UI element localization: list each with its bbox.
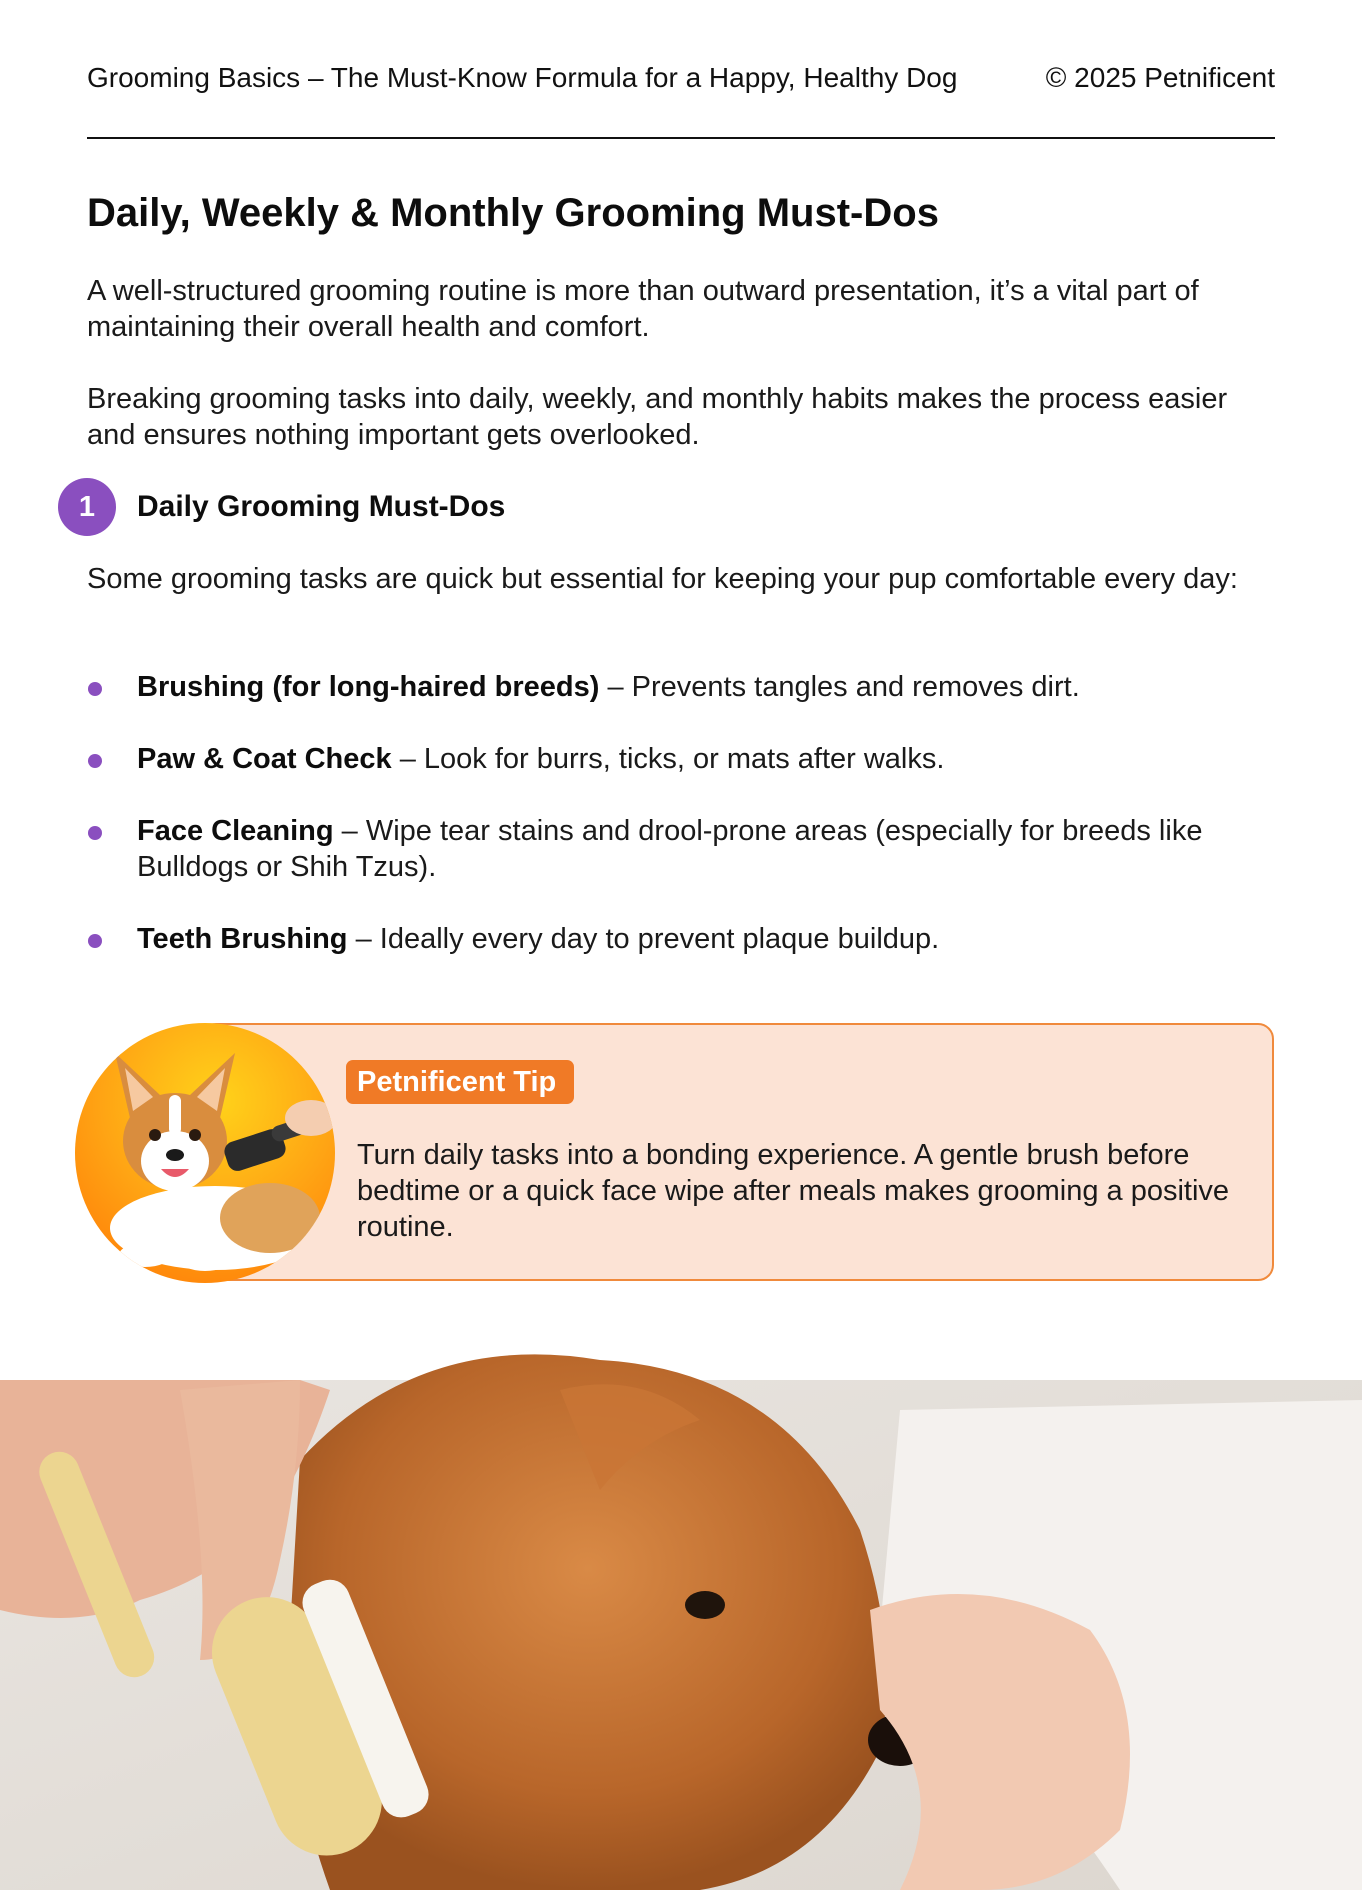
list-item	[87, 669, 1277, 705]
dog-brushing-photo-icon	[0, 1330, 1362, 1890]
section-lead: Some grooming tasks are quick but essential for keeping your pup comfortable every day:	[87, 563, 1238, 595]
intro-paragraph: Breaking grooming tasks into daily, weekly, and monthly habits makes the process easier and ensures nothing important gets overlooked.	[87, 383, 1228, 451]
footer-photo	[0, 1330, 1362, 1890]
header-divider	[87, 137, 1275, 139]
list-item	[87, 813, 1277, 885]
header-copyright: © 2025 Petnificent	[1045, 62, 1275, 93]
intro-paragraph: A well-structured grooming routine is more than outward presentation, it’s a vital part of maintaining their overall health and comfort.	[87, 275, 1199, 343]
list-item	[87, 741, 1277, 777]
section-title: Daily Grooming Must-Dos	[137, 490, 506, 523]
bullet-dot-icon	[88, 682, 102, 696]
list-item-description: – Wipe tear stains and drool-prone areas (especially for breeds like Bulldogs or Shih Tzus).	[137, 815, 1203, 883]
page-title: Daily, Weekly & Monthly Grooming Must-Dos	[87, 191, 939, 235]
list-item-term: Teeth Brushing	[137, 923, 348, 955]
tip-label-badge: Petnificent Tip	[346, 1060, 574, 1104]
list-item	[87, 921, 1277, 957]
tip-text: Turn daily tasks into a bonding experience. A gentle brush before bedtime or a quick face wipe after meals makes grooming a positive routine.	[357, 1139, 1230, 1243]
bullet-dot-icon	[88, 754, 102, 768]
bullet-dot-icon	[88, 934, 102, 948]
list-item-term: Paw & Coat Check	[137, 743, 392, 775]
corgi-illustration	[75, 1023, 335, 1283]
bullet-dot-icon	[88, 826, 102, 840]
list-item-description: – Prevents tangles and removes dirt.	[599, 671, 1080, 703]
corgi-image-icon	[75, 1023, 335, 1283]
page-header	[87, 62, 1275, 94]
daily-tasks-list	[87, 669, 1277, 993]
list-item-description: – Ideally every day to prevent plaque buildup.	[347, 923, 940, 955]
list-item-term: Brushing (for long-haired breeds)	[137, 671, 600, 703]
section-heading	[58, 478, 505, 536]
section-number-badge: 1	[58, 478, 116, 536]
header-document-title: Grooming Basics – The Must-Know Formula for a Happy, Healthy Dog	[87, 62, 958, 93]
list-item-term: Face Cleaning	[137, 815, 334, 847]
list-item-description: – Look for burrs, ticks, or mats after walks.	[391, 743, 945, 775]
